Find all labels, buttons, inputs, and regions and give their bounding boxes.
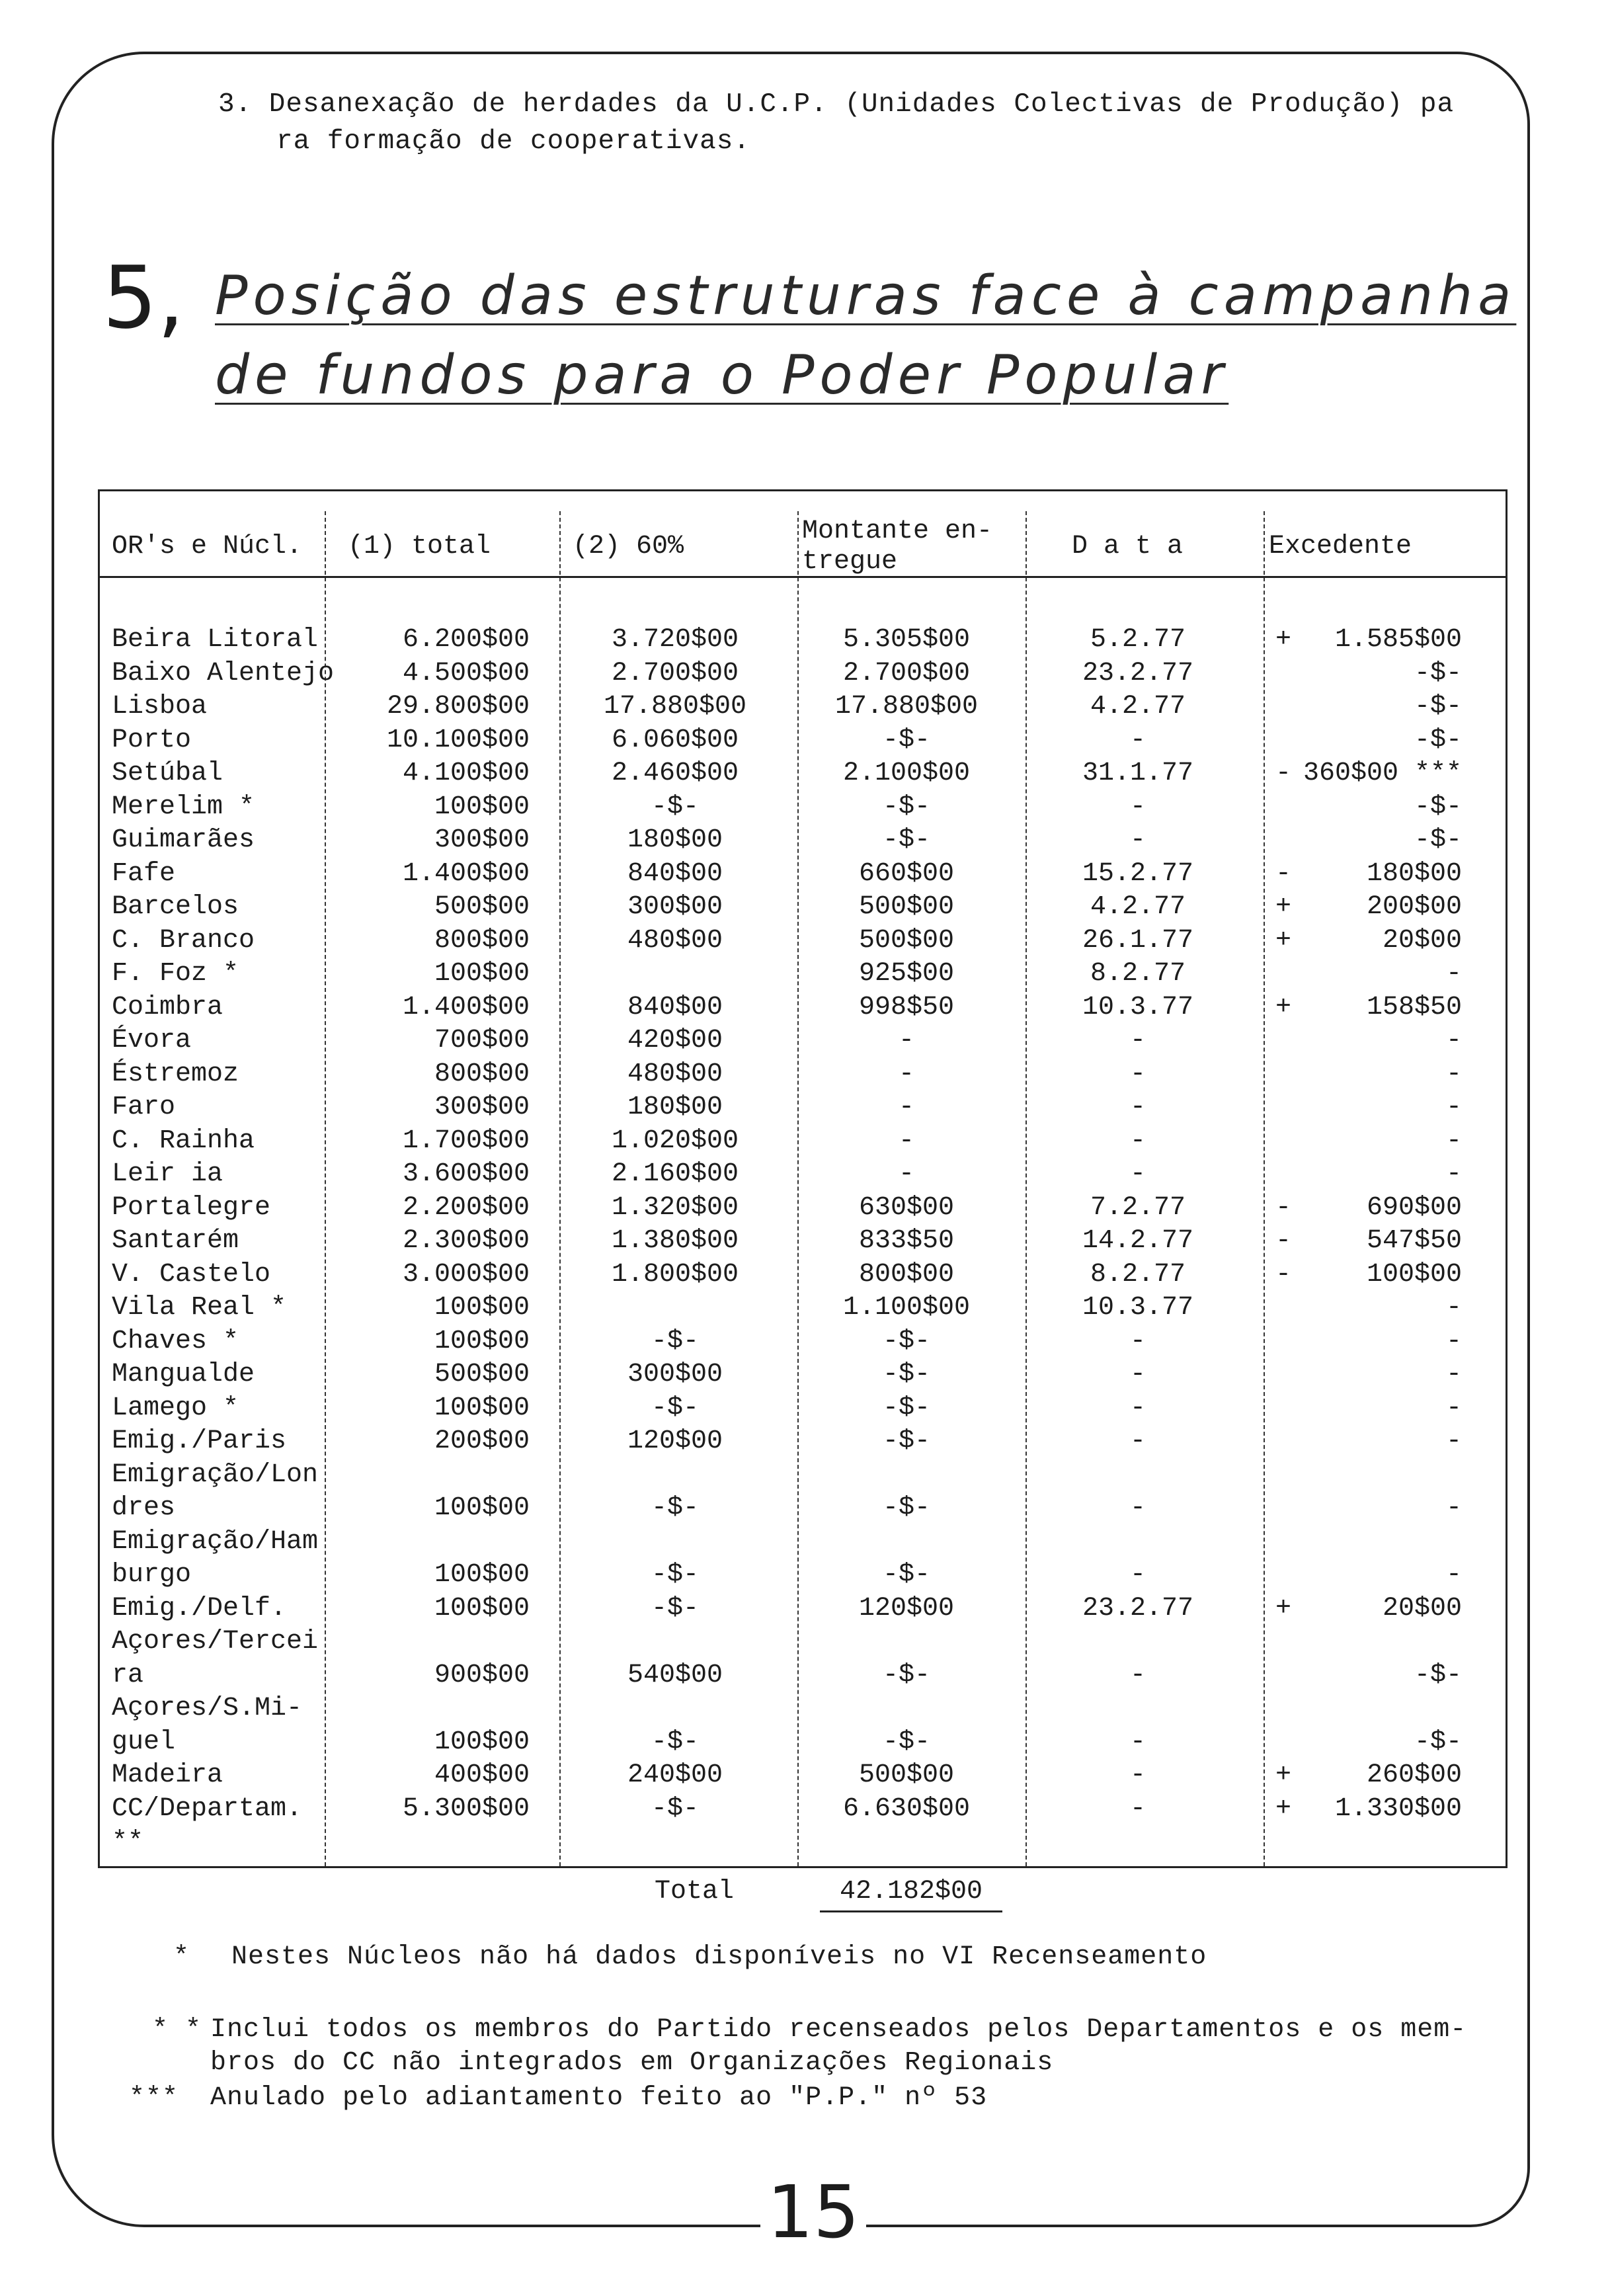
row-sign: + <box>1275 1793 1291 1824</box>
header-total: (1) total <box>348 532 491 561</box>
row-data: 4.2.77 <box>1090 692 1186 721</box>
row-sign: + <box>1275 992 1291 1022</box>
row-montante: 17.880$00 <box>834 692 979 721</box>
row-montante: 1.100$00 <box>842 1293 971 1323</box>
row-sixty: -$- <box>651 1793 699 1824</box>
row-name: Santarém <box>112 1226 239 1256</box>
row-sixty: 420$00 <box>627 1026 723 1055</box>
row-data: - <box>1129 1560 1146 1590</box>
row-sign <box>1264 1024 1303 1058</box>
row-data: 26.1.77 <box>1082 925 1194 956</box>
row-montante: 660$00 <box>858 858 955 889</box>
row-montante: 500$00 <box>858 925 955 956</box>
row-data: 8.2.77 <box>1090 959 1186 989</box>
row-excedente: -$- <box>1414 1660 1462 1690</box>
row-excedente: - <box>1445 1059 1462 1089</box>
table-row <box>100 1392 1506 1426</box>
row-excedente: -$- <box>1414 725 1462 755</box>
row-data: - <box>1129 1026 1146 1055</box>
footnote-2-line-1: Inclui todos os membros do Partido recenseados pelos Departamentos e os mem- <box>210 2015 1467 2045</box>
row-excedente: 20$00 <box>1382 1593 1462 1623</box>
row-sixty: 2.700$00 <box>611 658 739 688</box>
footnote-3-mark: *** <box>129 2083 179 2113</box>
row-montante: 800$00 <box>858 1259 955 1290</box>
row-excedente: 1.585$00 <box>1334 625 1462 655</box>
row-name: Chaves * <box>112 1326 239 1356</box>
row-sixty <box>576 958 774 991</box>
row-sixty: 480$00 <box>627 1059 723 1089</box>
table-row <box>100 624 1506 657</box>
row-name: Setúbal <box>112 758 223 788</box>
row-montante: -$- <box>882 1393 930 1423</box>
row-total: 300$00 <box>434 1092 530 1122</box>
row-excedente: - <box>1445 1159 1462 1189</box>
table-row <box>100 1158 1506 1192</box>
row-data: 7.2.77 <box>1090 1192 1186 1223</box>
row-excedente: - <box>1445 1293 1462 1323</box>
row-sixty: 2.460$00 <box>611 758 739 788</box>
table-row <box>100 1793 1506 1857</box>
row-total: 6.200$00 <box>402 625 530 655</box>
section-title-line-1: Posição das estruturas face à campanha <box>215 265 1517 327</box>
row-data: - <box>1129 1793 1146 1824</box>
row-total: 100$00 <box>434 1727 530 1757</box>
row-name: Porto <box>112 725 192 755</box>
row-sixty: 840$00 <box>627 858 723 889</box>
row-sixty: -$- <box>651 1593 699 1623</box>
row-total: 4.100$00 <box>402 758 530 788</box>
row-total: 3.000$00 <box>402 1259 530 1290</box>
row-sign <box>1264 1392 1303 1426</box>
row-data: 5.2.77 <box>1090 625 1186 655</box>
footnote-2-mark: * * <box>152 2015 202 2045</box>
row-sixty: 180$00 <box>627 1092 723 1122</box>
row-sign <box>1264 1459 1303 1526</box>
row-total: 300$00 <box>434 825 530 855</box>
row-data: 8.2.77 <box>1090 1259 1186 1290</box>
footnote-3 <box>129 2082 987 2115</box>
row-sixty: 300$00 <box>627 1360 723 1389</box>
row-name: F. Foz * <box>112 959 239 989</box>
table-row <box>100 1024 1506 1058</box>
row-data: - <box>1129 1426 1146 1456</box>
row-data: 10.3.77 <box>1082 992 1194 1022</box>
footnote-1 <box>173 1941 1207 1974</box>
row-excedente: -$- <box>1414 658 1462 688</box>
row-total: 100$00 <box>434 1293 530 1323</box>
row-total: 1.400$00 <box>402 858 530 889</box>
row-name: Coimbra <box>112 992 223 1022</box>
table-row <box>100 858 1506 891</box>
row-data: - <box>1129 725 1146 755</box>
table-row <box>100 1325 1506 1359</box>
row-sign <box>1264 958 1303 991</box>
row-total: 3.600$00 <box>402 1159 530 1189</box>
row-sign <box>1264 1058 1303 1092</box>
row-sixty: 1.800$00 <box>611 1259 739 1290</box>
row-sign: + <box>1275 925 1291 956</box>
header-data: D a t a <box>1072 532 1184 561</box>
footnote-2-line-2: bros do CC não integrados em Organizações Regionais <box>210 2048 1054 2078</box>
row-name: Emigração/Lon dres <box>112 1459 319 1523</box>
row-data: 14.2.77 <box>1082 1226 1194 1256</box>
table-row <box>100 958 1506 991</box>
row-sixty: 6.060$00 <box>611 725 739 755</box>
row-total: 10.100$00 <box>386 725 530 755</box>
row-name: Lisboa <box>112 692 208 721</box>
row-total: 29.800$00 <box>386 692 530 721</box>
row-name: Emigração/Ham burgo <box>112 1526 319 1590</box>
row-montante: 2.100$00 <box>842 758 971 788</box>
row-sign: + <box>1275 1760 1291 1790</box>
row-data: - <box>1129 1360 1146 1389</box>
row-excedente: - <box>1445 1126 1462 1156</box>
table-row <box>100 1225 1506 1258</box>
header-excedente: Excedente <box>1269 532 1412 561</box>
row-sign <box>1264 1425 1303 1459</box>
row-name: C. Rainha <box>112 1126 255 1156</box>
row-sixty: 180$00 <box>627 825 723 855</box>
row-excedente: - <box>1445 1092 1462 1122</box>
row-sixty: 17.880$00 <box>603 692 747 721</box>
row-excedente: -$- <box>1414 792 1462 822</box>
row-total: 4.500$00 <box>402 658 530 688</box>
row-total: 100$00 <box>434 1593 530 1623</box>
total-label: Total <box>655 1877 735 1906</box>
footnote-1-text: Nestes Núcleos não há dados disponíveis no VI Recenseamento <box>231 1942 1207 1972</box>
row-sixty: -$- <box>651 1493 699 1523</box>
row-total: 1.700$00 <box>402 1126 530 1156</box>
row-sixty: 540$00 <box>627 1660 723 1690</box>
row-montante: -$- <box>882 1360 930 1389</box>
row-montante: 2.700$00 <box>842 658 971 688</box>
row-total: 2.300$00 <box>402 1226 530 1256</box>
row-sixty: 3.720$00 <box>611 625 739 655</box>
row-excedente: - <box>1445 1026 1462 1055</box>
table-row <box>100 1526 1506 1592</box>
row-data: - <box>1129 1393 1146 1423</box>
table-row <box>100 891 1506 924</box>
row-montante: 833$50 <box>858 1226 955 1256</box>
intro-line-2: ra formação de cooperativas. <box>276 126 750 157</box>
row-data: - <box>1129 1159 1146 1189</box>
footnote-2 <box>152 2014 1467 2080</box>
row-excedente: 360$00 *** <box>1303 758 1462 788</box>
row-sign <box>1264 1292 1303 1325</box>
row-montante: -$- <box>882 792 930 822</box>
row-montante: -$- <box>882 1426 930 1456</box>
table-row <box>100 1625 1506 1692</box>
row-data: - <box>1129 1760 1146 1790</box>
table-row <box>100 1692 1506 1759</box>
table-row <box>100 657 1506 691</box>
row-name: Madeira <box>112 1760 223 1790</box>
intro-line-1: 3. Desanexação de herdades da U.C.P. (Unidades Colectivas de Produção) pa <box>218 89 1455 120</box>
row-name: Açores/S.Mi- guel <box>112 1694 303 1757</box>
row-total: 800$00 <box>434 1059 530 1089</box>
row-sign <box>1264 1526 1303 1592</box>
row-name: Évora <box>112 1026 192 1055</box>
row-data: - <box>1129 825 1146 855</box>
table-row <box>100 757 1506 791</box>
table-row <box>100 1425 1506 1459</box>
row-excedente: - <box>1445 1326 1462 1356</box>
intro-paragraph <box>218 86 1454 160</box>
row-montante: -$- <box>882 1493 930 1523</box>
row-sixty: 1.320$00 <box>611 1192 739 1223</box>
row-sign: + <box>1275 1593 1291 1623</box>
row-sign <box>1264 657 1303 691</box>
row-data: - <box>1129 1092 1146 1122</box>
row-total: 2.200$00 <box>402 1192 530 1223</box>
row-sign <box>1264 791 1303 825</box>
row-sign: - <box>1275 858 1291 889</box>
row-total: 400$00 <box>434 1760 530 1790</box>
row-montante: - <box>898 1059 914 1089</box>
row-montante: -$- <box>882 1660 930 1690</box>
row-data: 23.2.77 <box>1082 1593 1194 1623</box>
row-data: 15.2.77 <box>1082 858 1194 889</box>
section-title-line-2: de fundos para o Poder Popular <box>215 344 1229 407</box>
row-excedente: 20$00 <box>1382 925 1462 956</box>
table-row <box>100 1759 1506 1793</box>
header-name: OR's e Núcl. <box>112 532 303 561</box>
row-sign: - <box>1275 758 1291 788</box>
row-excedente: -$- <box>1414 1727 1462 1757</box>
row-name: Faro <box>112 1092 176 1122</box>
row-sixty: 480$00 <box>627 925 723 956</box>
page-number: 15 <box>760 2176 866 2248</box>
table-row <box>100 724 1506 758</box>
table-row <box>100 1292 1506 1325</box>
row-sixty: -$- <box>651 1560 699 1590</box>
row-sign <box>1264 824 1303 858</box>
row-data: - <box>1129 792 1146 822</box>
row-excedente: 1.330$00 <box>1334 1793 1462 1824</box>
row-name: Fafe <box>112 858 176 889</box>
row-sixty: 1.020$00 <box>611 1126 739 1156</box>
funds-table <box>98 489 1508 1868</box>
row-montante: -$- <box>882 1727 930 1757</box>
row-name: Merelim * <box>112 792 255 822</box>
row-total: 100$00 <box>434 792 530 822</box>
row-total: 1.400$00 <box>402 992 530 1022</box>
table-row <box>100 824 1506 858</box>
row-sign: + <box>1275 892 1291 922</box>
row-montante: - <box>898 1159 914 1189</box>
row-name: Leir ia <box>112 1159 223 1189</box>
row-name: Emig./Paris <box>112 1426 287 1456</box>
row-sign <box>1264 1158 1303 1192</box>
row-sign <box>1264 1325 1303 1359</box>
row-sixty: -$- <box>651 1393 699 1423</box>
table-row <box>100 1091 1506 1125</box>
table-row <box>100 1459 1506 1526</box>
row-excedente: 180$00 <box>1366 858 1462 889</box>
row-total: 200$00 <box>434 1426 530 1456</box>
row-name: C. Branco <box>112 925 255 956</box>
row-data: - <box>1129 1727 1146 1757</box>
row-data: - <box>1129 1326 1146 1356</box>
row-name: CC/Departam. ** <box>112 1793 303 1857</box>
row-data: 31.1.77 <box>1082 758 1194 788</box>
total-value: 42.182$00 <box>820 1877 1002 1912</box>
row-sixty: 1.380$00 <box>611 1226 739 1256</box>
row-montante: - <box>898 1126 914 1156</box>
table-row <box>100 1258 1506 1292</box>
row-montante: 998$50 <box>858 992 955 1022</box>
row-excedente: - <box>1445 1393 1462 1423</box>
row-sign <box>1264 1091 1303 1125</box>
row-name: Vila Real * <box>112 1293 287 1323</box>
row-data: - <box>1129 1660 1146 1690</box>
row-sixty: 300$00 <box>627 892 723 922</box>
row-sixty: -$- <box>651 792 699 822</box>
row-total: 5.300$00 <box>402 1793 530 1824</box>
row-montante: 6.630$00 <box>842 1793 971 1824</box>
row-sixty <box>576 1292 774 1325</box>
row-excedente: -$- <box>1414 692 1462 721</box>
row-name: Beira Litoral <box>112 625 319 655</box>
table-row <box>100 991 1506 1025</box>
table-row <box>100 791 1506 825</box>
row-name: V. Castelo <box>112 1259 271 1290</box>
section-number: 5, <box>102 247 185 348</box>
row-total: 100$00 <box>434 1493 530 1523</box>
row-data: - <box>1129 1059 1146 1089</box>
row-name: Açores/Tercei ra <box>112 1627 319 1690</box>
row-excedente: - <box>1445 1493 1462 1523</box>
row-name: Guimarães <box>112 825 255 855</box>
row-name: Emig./Delf. <box>112 1593 287 1623</box>
row-excedente: - <box>1445 1426 1462 1456</box>
row-total: 500$00 <box>434 892 530 922</box>
row-montante: - <box>898 1026 914 1055</box>
row-data: 23.2.77 <box>1082 658 1194 688</box>
row-excedente: - <box>1445 1560 1462 1590</box>
row-sign: + <box>1275 625 1291 655</box>
row-total: 100$00 <box>434 1326 530 1356</box>
row-total: 100$00 <box>434 959 530 989</box>
row-data: - <box>1129 1126 1146 1156</box>
row-montante: -$- <box>882 725 930 755</box>
row-sign <box>1264 1358 1303 1392</box>
row-sign <box>1264 1625 1303 1692</box>
header-sixty: (2) 60% <box>573 532 684 561</box>
row-name: Baixo Alentejo <box>112 658 335 688</box>
footnote-1-mark: * <box>173 1942 190 1972</box>
table-body <box>100 624 1506 1857</box>
row-montante: -$- <box>882 1560 930 1590</box>
row-name: Lamego * <box>112 1393 239 1423</box>
row-excedente: 690$00 <box>1366 1192 1462 1223</box>
row-sixty: -$- <box>651 1326 699 1356</box>
row-excedente: 158$50 <box>1366 992 1462 1022</box>
row-excedente: -$- <box>1414 825 1462 855</box>
row-total: 100$00 <box>434 1560 530 1590</box>
row-total: 500$00 <box>434 1360 530 1389</box>
header-montante: Montante en- tregue <box>802 516 993 577</box>
row-sixty: 2.160$00 <box>611 1159 739 1189</box>
row-total: 800$00 <box>434 925 530 956</box>
row-montante: 120$00 <box>858 1593 955 1623</box>
row-sign: - <box>1275 1192 1291 1223</box>
row-sixty: 840$00 <box>627 992 723 1022</box>
row-sign <box>1264 1125 1303 1159</box>
row-excedente: 100$00 <box>1366 1259 1462 1290</box>
row-sixty: 120$00 <box>627 1426 723 1456</box>
table-row <box>100 1058 1506 1092</box>
row-total: 900$00 <box>434 1660 530 1690</box>
row-excedente: 260$00 <box>1366 1760 1462 1790</box>
row-total: 100$00 <box>434 1393 530 1423</box>
row-name: Portalegre <box>112 1192 271 1223</box>
row-montante: 925$00 <box>858 959 955 989</box>
row-montante: 5.305$00 <box>842 625 971 655</box>
row-data: - <box>1129 1493 1146 1523</box>
row-data: 4.2.77 <box>1090 892 1186 922</box>
table-row <box>100 1592 1506 1626</box>
table-row <box>100 1358 1506 1392</box>
row-name: Mangualde <box>112 1360 255 1389</box>
table-row <box>100 1125 1506 1159</box>
row-montante: - <box>898 1092 914 1122</box>
row-montante: -$- <box>882 1326 930 1356</box>
row-name: Barcelos <box>112 892 239 922</box>
row-sign: - <box>1275 1226 1291 1256</box>
row-sign: - <box>1275 1259 1291 1290</box>
row-montante: 630$00 <box>858 1192 955 1223</box>
table-row <box>100 690 1506 724</box>
row-data: 10.3.77 <box>1082 1293 1194 1323</box>
row-montante: 500$00 <box>858 1760 955 1790</box>
row-sixty: 240$00 <box>627 1760 723 1790</box>
row-sign <box>1264 724 1303 758</box>
row-excedente: - <box>1445 1360 1462 1389</box>
row-montante: -$- <box>882 825 930 855</box>
row-montante: 500$00 <box>858 892 955 922</box>
row-total: 700$00 <box>434 1026 530 1055</box>
row-sign <box>1264 1692 1303 1759</box>
row-excedente: 200$00 <box>1366 892 1462 922</box>
row-sign <box>1264 690 1303 724</box>
row-name: Éstremoz <box>112 1059 239 1089</box>
row-sixty: -$- <box>651 1727 699 1757</box>
table-row <box>100 924 1506 958</box>
table-row <box>100 1192 1506 1225</box>
footnote-3-text: Anulado pelo adiantamento feito ao "P.P." nº 53 <box>210 2083 988 2113</box>
row-excedente: 547$50 <box>1366 1226 1462 1256</box>
row-excedente: - <box>1445 959 1462 989</box>
